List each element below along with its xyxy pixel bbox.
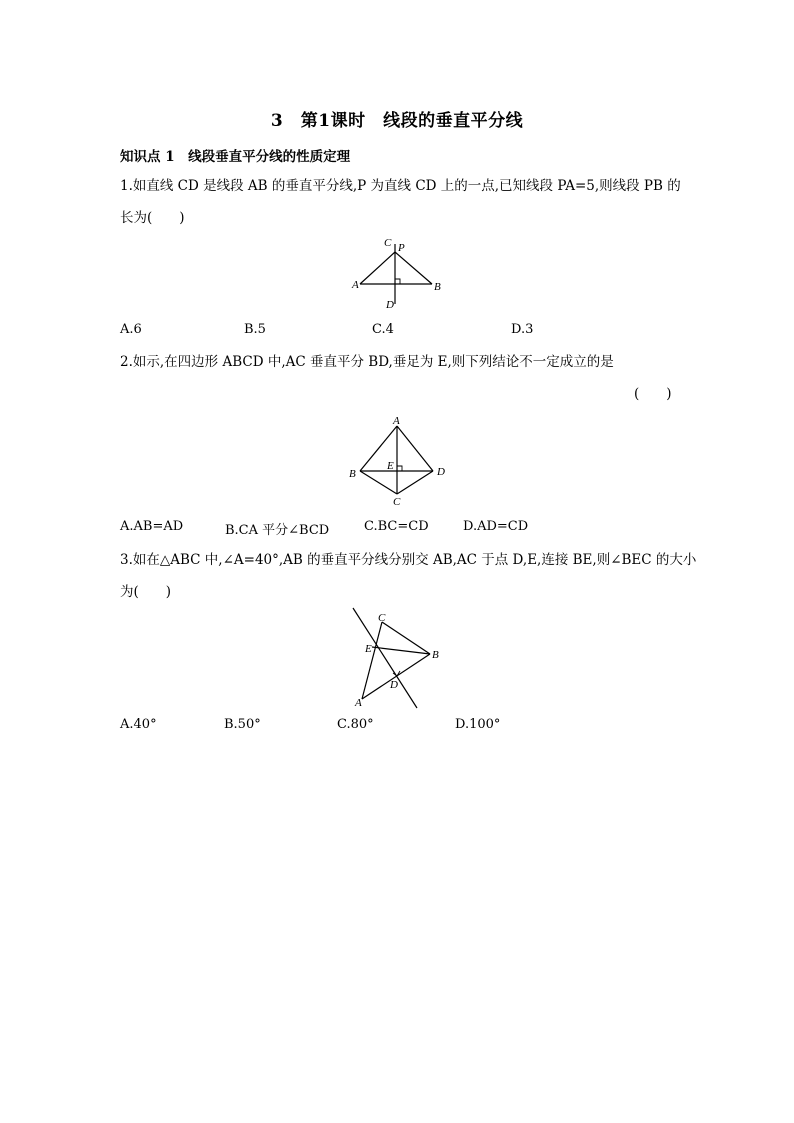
label-a: A bbox=[355, 697, 362, 709]
label-c: C bbox=[393, 496, 401, 508]
question-3-line-2: 为( ) bbox=[120, 584, 172, 600]
q1-option-d: D.3 bbox=[511, 322, 534, 337]
q2-option-b: B.CA 平分∠BCD bbox=[225, 523, 330, 538]
q2-option-d: D.AD=CD bbox=[463, 519, 529, 534]
question-3-line-1: 3.如在△ABC 中,∠A=40°,AB 的垂直平分线分别交 AB,AC 于点 D,E,连接 BE,则∠BEC 的大小 bbox=[120, 552, 697, 568]
q2-option-a: A.AB=AD bbox=[120, 519, 184, 534]
label-a: A bbox=[393, 415, 400, 427]
right-angle-mark bbox=[395, 279, 400, 284]
label-d: D bbox=[390, 679, 398, 691]
question-1-figure bbox=[340, 232, 450, 312]
q1-option-b: B.5 bbox=[244, 322, 266, 337]
question-3-figure bbox=[340, 604, 460, 710]
question-2-figure bbox=[340, 414, 460, 508]
label-e: E bbox=[387, 460, 394, 472]
segment-ad bbox=[397, 426, 433, 471]
label-e: E bbox=[365, 643, 372, 655]
segment-cd bbox=[397, 471, 433, 494]
section-heading: 知识点 1 线段垂直平分线的性质定理 bbox=[120, 149, 351, 165]
label-b: B bbox=[349, 468, 356, 480]
segment-pa bbox=[360, 252, 395, 284]
q3-option-d: D.100° bbox=[455, 717, 501, 732]
question-2-line-1: 2.如示,在四边形 ABCD 中,AC 垂直平分 BD,垂足为 E,则下列结论不一定成立的是 bbox=[120, 354, 614, 370]
q1-option-a: A.6 bbox=[120, 322, 142, 337]
question-1-line-1: 1.如直线 CD 是线段 AB 的垂直平分线,P 为直线 CD 上的一点,已知线段 PA=5,则线段 PB 的 bbox=[120, 178, 681, 194]
segment-pb bbox=[395, 252, 432, 284]
q3-option-a: A.40° bbox=[120, 717, 157, 732]
question-2-answer-paren: ( ) bbox=[634, 386, 672, 402]
q1-option-c: C.4 bbox=[372, 322, 394, 337]
q3-option-b: B.50° bbox=[224, 717, 261, 732]
label-b: B bbox=[434, 281, 441, 293]
label-p: P bbox=[398, 242, 405, 254]
label-c: C bbox=[378, 612, 386, 624]
right-angle-mark bbox=[397, 466, 402, 471]
q2-option-c: C.BC=CD bbox=[364, 519, 429, 534]
q3-option-c: C.80° bbox=[337, 717, 374, 732]
question-1-line-2: 长为( ) bbox=[120, 210, 185, 226]
page-title: 3 第1课时 线段的垂直平分线 bbox=[270, 111, 524, 131]
label-b: B bbox=[432, 649, 439, 661]
label-a: A bbox=[352, 279, 359, 291]
segment-bc bbox=[360, 471, 397, 494]
label-d: D bbox=[437, 466, 445, 478]
label-c: C bbox=[384, 237, 392, 249]
label-d: D bbox=[386, 299, 394, 311]
